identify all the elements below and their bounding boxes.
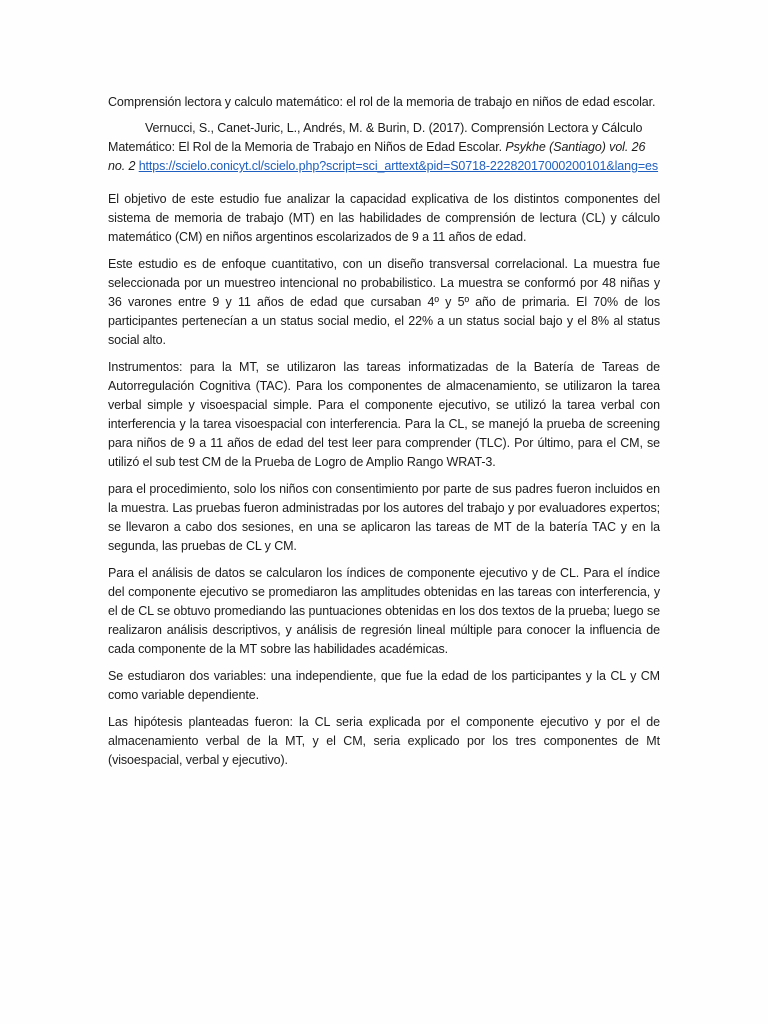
paragraph-procedure: para el procedimiento, solo los niños con consentimiento por parte de sus padres fueron incluidos en la muestra. Las pruebas fueron administradas por los autores del trabajo y por evaluadores expertos; se llevaron a cabo dos sesiones, en una se aplicaron las tareas de MT de la batería TAC y en la segunda, las pruebas de CL y CM.	[108, 482, 660, 553]
paragraph-variables: Se estudiaron dos variables: una independiente, que fue la edad de los participantes y la CL y CM como variable dependiente.	[108, 669, 660, 702]
paragraph-analysis: Para el análisis de datos se calcularon los índices de componente ejecutivo y de CL. Para el índice del componente ejecutivo se promediaron las amplitudes obtenidas en las tareas con interferencia, y el de CL se obtuvo promediando las puntuaciones obtenidas en los dos textos de la prueba; luego se realizaron análisis descriptivos, y análisis de regresión lineal múltiple para conocer la influencia de cada componente de la MT sobre las habilidades académicas.	[108, 566, 660, 656]
citation	[108, 119, 660, 176]
paragraph-hypotheses: Las hipótesis planteadas fueron: la CL seria explicada por el componente ejecutivo y por el de almacenamiento verbal de la MT, y el CM, seria explicado por los tres componentes de Mt (visoespacial, verbal y ejecutivo).	[108, 715, 660, 767]
paragraph-design: Este estudio es de enfoque cuantitativo, con un diseño transversal correlacional. La muestra fue seleccionada por un muestreo intencional no probabilistico. La muestra se conformó por 48 niñas y 36 varones entre 9 y 11 años de edad que cursaban 4º y 5º año de primaria. El 70% de los participantes pertenecían a un status social medio, el 22% a un status social bajo y el 8% al status social alto.	[108, 257, 660, 347]
citation-journal: Psykhe (Santiago) vol. 26 no. 2	[108, 140, 646, 173]
citation-link[interactable]: https://scielo.conicyt.cl/scielo.php?script=sci_arttext&pid=S0718-22282017000200101&lang=es	[138, 159, 659, 173]
citation-authors: Vernucci, S., Canet-Juric, L., Andrés, M. & Burin, D. (2017). Comprensión Lectora y Cálculo Matemático: El Rol de la Memoria de Trabajo en Niños de Edad Escolar.	[108, 121, 643, 154]
document-title: Comprensión lectora y calculo matemático: el rol de la memoria de trabajo en niños de edad escolar.	[108, 95, 656, 109]
paragraph-objective: El objetivo de este estudio fue analizar la capacidad explicativa de los distintos componentes del sistema de memoria de trabajo (MT) en las habilidades de comprensión de lectura (CL) y cálculo matemático (CM) en niños argentinos escolarizados de 9 a 11 años de edad.	[108, 192, 660, 244]
paragraph-instruments: Instrumentos: para la MT, se utilizaron las tareas informatizadas de la Batería de Tareas de Autorregulación Cognitiva (TAC). Para los componentes de almacenamiento, se utilizaron la tarea verbal simple y visoespacial simple. Para el componente ejecutivo, se utilizó la tarea verbal con interferencia y la tarea visoespacial con interferencia. Para la CL, se manejó la prueba de screening para niños de 9 a 11 años de edad del test leer para comprender (TLC). Por último, para el CM, se utilizó el sub test CM de la Prueba de Logro de Amplio Rango WRAT-3.	[108, 360, 660, 469]
